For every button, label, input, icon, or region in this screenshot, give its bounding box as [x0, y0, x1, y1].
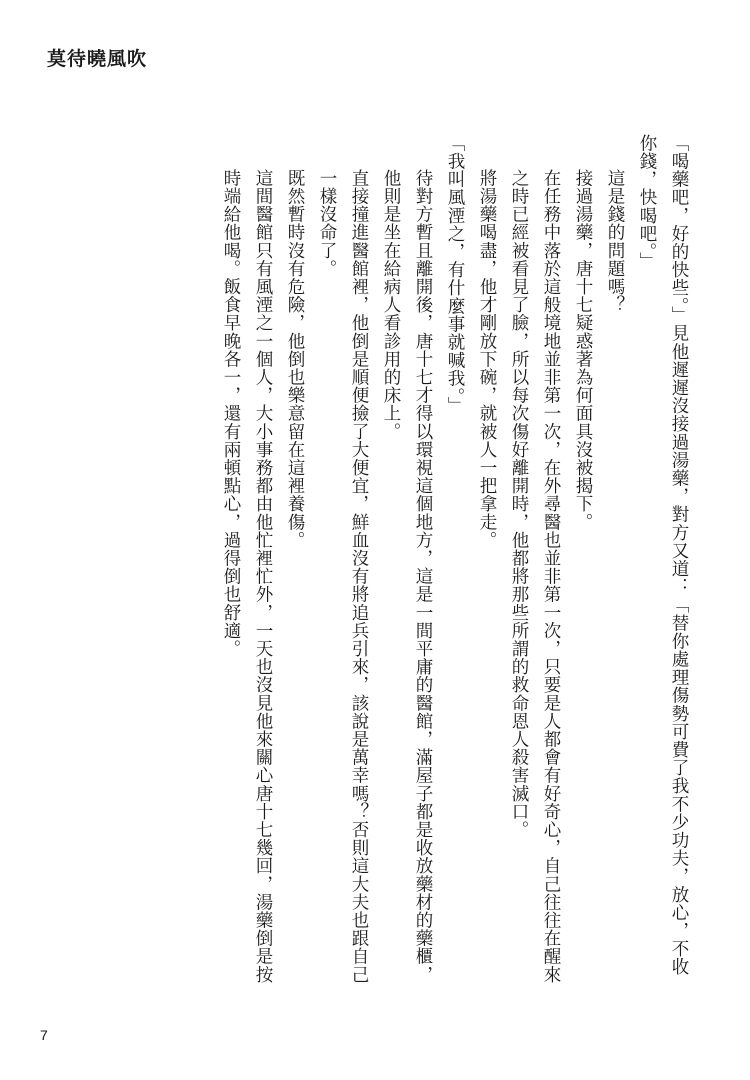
body-text — [85, 134, 695, 994]
page-number: 7 — [40, 1027, 48, 1043]
paragraph: 「我叫風湮之，有什麼事就喊我。」 — [445, 134, 465, 415]
paragraph: 這間醫館只有風湮之一個人，大小事務都由他忙裡忙外，一天也沒見他來關心唐十七幾回，湯藥倒是按時端給他喝。飯食早晚各一，還有兩頓點心，過得倒也舒適。 — [221, 169, 273, 984]
paragraph: 待對方暫且離開後，唐十七才得以環視這個地方，這是一間平庸的醫館，滿屋子都是收放藥材的藥櫃，他則是坐在給病人看診用的床上。 — [381, 169, 433, 984]
book-title: 莫待曉風吹 — [47, 48, 148, 70]
paragraph: 在任務中落於這般境地並非第一次，在外尋醫也並非第一次，只要是人都會有好奇心，自己往往在醒來之時已經被看見了臉，所以每次傷好離開時，他都將那些所謂的救命恩人殺害滅口。 — [509, 169, 561, 984]
paragraph: 接過湯藥，唐十七疑惑著為何面具沒被揭下。 — [573, 169, 593, 531]
paragraph: 直接撞進醫館裡，他倒是順便撿了大便宜，鮮血沒有將追兵引來，該說是萬幸嗎？否則這大夫也跟自己一樣沒命了。 — [317, 169, 369, 984]
paragraph: 將湯藥喝盡，他才剛放下碗，就被人一把拿走。 — [477, 169, 497, 550]
paragraph: 這是錢的問題嗎？ — [605, 169, 625, 314]
paragraph: 「喝藥吧，好的快些。」見他遲遲沒接過湯藥，對方又道：「替你處理傷勢可費了我不少功夫，放心，不收你錢，快喝吧。」 — [637, 134, 689, 976]
paragraph: 既然暫時沒有危險，他倒也樂意留在這裡養傷。 — [285, 169, 305, 550]
